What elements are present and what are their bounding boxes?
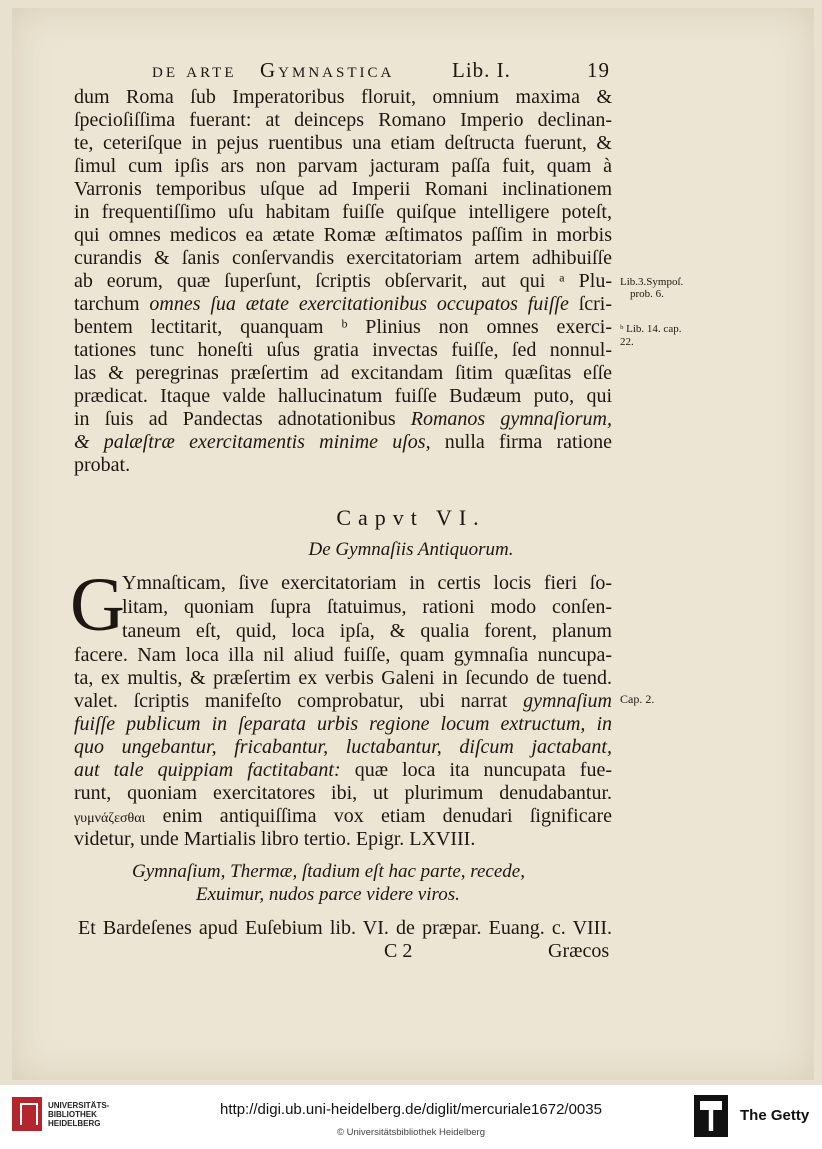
text-line: ta, ex multis, & præſertim ex verbis Galeni in ſecundo de tuend.	[74, 667, 612, 689]
text-line: dum Roma ſub Imperatoribus floruit, omnium maxima &	[74, 86, 612, 108]
text-line: Ymnaſticam, ſive exercitatoriam in certis locis fieri ſo-	[122, 572, 612, 594]
text-line: tationes tunc honeſti uſus gratia invectas fuiſſe, ſed nonnul-	[74, 339, 612, 361]
running-head-part3: Lib. I.	[452, 58, 511, 82]
chapter-heading: Capvt VI.	[336, 505, 486, 530]
text-line: litam, quoniam ſupra ſtatuimus, rationi modo conſen-	[122, 596, 612, 618]
text-line	[74, 759, 612, 781]
text-line	[74, 690, 612, 712]
margin-note-c: Cap. 2.	[620, 692, 655, 706]
text-line: te, ceteriſque in pejus ruentibus una etiam deſtructa fuerunt, &	[74, 132, 612, 154]
text-line: taneum eſt, quid, loca ipſa, & qualia forent, planum	[122, 620, 612, 642]
text-line: prædicat. Itaque valde hallucinatum fuiſſe Budæum puto, qui	[74, 385, 612, 407]
text-span: nulla firma ratione	[444, 431, 613, 453]
text-line: probat.	[74, 454, 131, 476]
initial-letter: G	[70, 563, 125, 647]
greek-word: γυμνάζεσθαι	[74, 811, 146, 826]
margin-note-a1: Lib.3.Sympoſ.	[620, 276, 684, 288]
text-line: ſimul cum ipſis ars non parvam jacturam paſſa fuit, quam à	[74, 155, 612, 177]
text-line: runt, quoniam exercitatores ibi, ut plurimum denudabantur.	[74, 782, 612, 804]
italic-quote: omnes ſua ætate exercitationibus occupatos fuiſſe	[149, 293, 569, 315]
verse-line: Gymnaſium, Thermæ, ſtadium eſt hac parte, recede,	[132, 861, 525, 882]
text-line	[74, 431, 612, 453]
text-line: curandis & ſanis conſervandis exercitatoriam artem adhibuiſſe	[74, 247, 612, 269]
text-line: fuiſſe publicum in ſeparata urbis regione locum extructum, in	[74, 713, 612, 735]
text-line	[74, 805, 612, 830]
text-span: ſcri-	[578, 293, 613, 315]
running-head-part2: Gymnastica	[260, 58, 395, 82]
margin-note-b2: 22.	[620, 336, 634, 348]
text-line: ab eorum, quæ ſuperſunt, ſcriptis obſervarit, aut qui ᵃ Plu-	[74, 270, 612, 292]
text-line: las & peregrinas præſertim ad excitandam ſitim quæſitas eſſe	[74, 362, 612, 384]
text-span: enim antiquiſſima vox etiam denudari ſignificare	[162, 805, 613, 827]
text-span: tarchum	[74, 293, 140, 315]
running-head-part1: de arte	[152, 58, 237, 82]
text-line: Et Bardeſenes apud Euſebium lib. VI. de præpar. Euang. c. VIII.	[78, 917, 612, 939]
text-line: quo ungebantur, fricabantur, luctabantur, diſcum jactabant,	[74, 736, 612, 758]
text-line: facere. Nam loca illa nil aliud fuiſſe, quam gymnaſia nuncupa-	[74, 644, 612, 666]
chapter-subtitle: De Gymnaſiis Antiquorum.	[308, 539, 514, 560]
getty-logo-icon	[694, 1095, 728, 1137]
signature-mark: C 2	[384, 940, 413, 962]
getty-name: The Getty	[740, 1107, 810, 1124]
footer	[0, 1085, 822, 1149]
verse-line: Exuimur, nudos parce videre viros.	[196, 884, 460, 905]
text-line	[74, 408, 612, 430]
text-line: videtur, unde Martialis libro tertio. Epigr. LXVIII.	[74, 828, 476, 850]
text-span: in ſuis ad Pandectas adnotationibus	[74, 408, 396, 430]
text-span: valet. ſcriptis manifeſto comprobatur, ubi narrat	[74, 690, 508, 712]
catchword: Græcos	[548, 940, 610, 962]
italic-quote: gymnaſium	[523, 690, 612, 712]
italic-quote: aut tale quippiam factitabant:	[74, 759, 341, 781]
text-line: qui omnes medicos ea ætate Romæ æſtimatos paſſim in morbis	[74, 224, 612, 246]
text-span: quæ loca ita nuncupata fue-	[354, 759, 612, 781]
text-line: bentem lectitarit, quanquam ᵇ Plinius non omnes exerci-	[74, 316, 612, 338]
copyright-notice: © Universitätsbibliothek Heidelberg	[337, 1127, 485, 1138]
italic-quote: & palæſtræ exercitamentis minime uſos,	[74, 431, 431, 453]
text-line	[74, 293, 612, 315]
page-number: 19	[587, 58, 610, 82]
library-name-line: UNIVERSITÄTS-	[48, 1101, 110, 1110]
permalink-url[interactable]: http://digi.ub.uni-heidelberg.de/diglit/mercuriale1672/0035	[220, 1101, 602, 1118]
margin-note-a2: prob. 6.	[630, 288, 664, 300]
library-name-line: HEIDELBERG	[48, 1119, 101, 1128]
library-name-line: BIBLIOTHEK	[48, 1110, 97, 1119]
text-line: in frequentiſſimo uſu habitam fuiſſe quiſque intelligere poteſt,	[74, 201, 612, 223]
margin-note-b1: ᵇ Lib. 14. cap.	[620, 323, 682, 335]
text-line: ſpecioſiſſima fuerant: at deinceps Romano Imperio declinan-	[74, 109, 612, 131]
text-line: Varronis temporibus uſque ad Imperii Romani inclinationem	[74, 178, 612, 200]
italic-quote: Romanos gymnaſiorum,	[410, 408, 612, 430]
